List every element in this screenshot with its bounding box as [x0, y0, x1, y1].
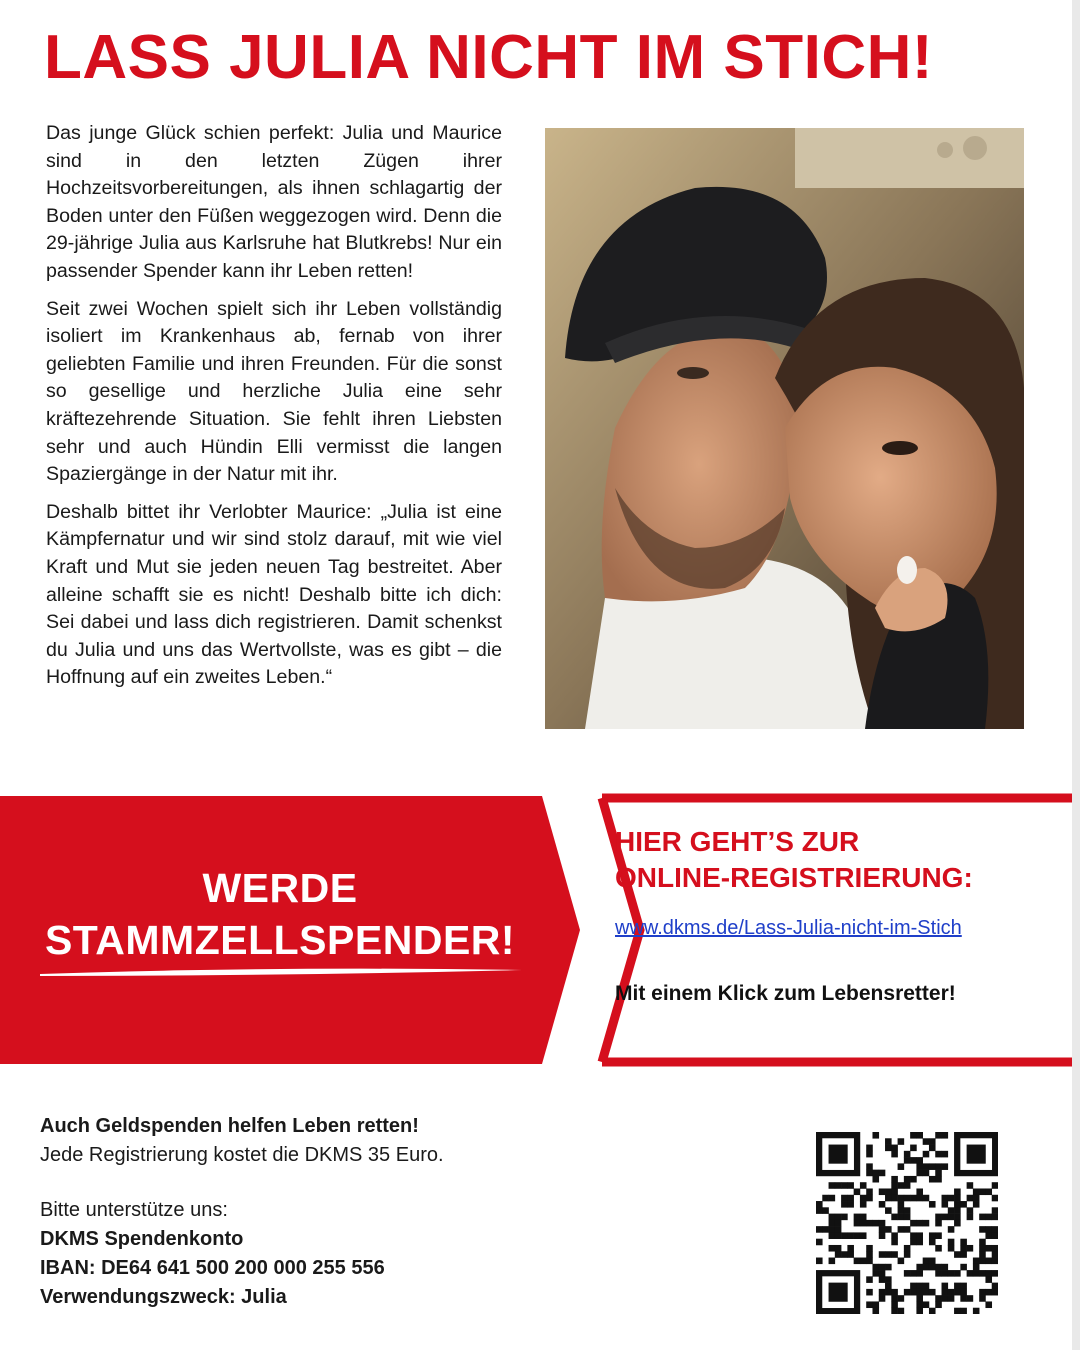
become-donor-line-2: STAMMZELLSPENDER! — [44, 917, 516, 963]
qr-code-icon[interactable] — [816, 1132, 998, 1314]
story-paragraph-3: Deshalb bittet ihr Verlobter Maurice: „Julia ist eine Kämpfernatur und wir sind stolz darauf, mit wie viel Kraft und Mut sie jeden neuen Tag bestreitet. Aber alleine schafft sie es nicht! Deshalb bitte ich dich: Sei dabei und lass dich registrieren. Damit schenkst du Julia und uns das Wertvollste, was es gibt – die Hoffnung auf ein zweites Leben.“ — [46, 500, 502, 689]
registration-link[interactable]: www.dkms.de/Lass-Julia-nicht-im-Stich — [615, 917, 962, 939]
become-donor-line-1: WERDE — [202, 865, 358, 911]
story-paragraph-1: Das junge Glück schien perfekt: Julia und Maurice sind in den letzten Zügen ihrer Hochzeitsvorbereitungen, als ihnen schlagartig der Boden unter den Füßen weggezogen wird. Denn die 29-jährige Julia aus Karlsruhe hat Blutkrebs! Nur ein passender Spender kann ihr Leben retten! — [46, 122, 502, 282]
become-donor-heading — [0, 862, 560, 966]
headline: LASS JULIA NICHT IM STICH! — [44, 23, 934, 92]
donation-cost: Jede Registrierung kostet die DKMS 35 Euro. — [40, 1144, 444, 1166]
registration-heading-line-1: HIER GEHT’S ZUR — [615, 826, 860, 857]
donation-info — [40, 1112, 680, 1312]
donation-account: DKMS Spendenkonto — [40, 1228, 244, 1250]
registration-heading-line-2: ONLINE-REGISTRIERUNG: — [615, 862, 973, 893]
page-edge — [1072, 0, 1080, 1350]
couple-photo — [545, 128, 1024, 729]
donation-support: Bitte unterstütze uns: — [40, 1199, 228, 1221]
story-paragraph-2: Seit zwei Wochen spielt sich ihr Leben vollständig isoliert im Krankenhaus ab, fernab von ihrer geliebten Familie und ihren Freunden. Für die sonst so gesellige und herzliche Julia eine sehr kräftezehrende Situation. Sie fehlt ihren Liebsten sehr und auch Hündin Elli vermisst die langen Spaziergänge in der Natur mit ihr. — [46, 297, 502, 486]
donation-heading: Auch Geldspenden helfen Leben retten! — [40, 1115, 419, 1137]
click-tagline: Mit einem Klick zum Lebensretter! — [615, 982, 956, 1005]
donation-iban: IBAN: DE64 641 500 200 000 255 556 — [40, 1257, 385, 1279]
story-text — [46, 120, 502, 702]
registration-heading — [615, 824, 1055, 896]
donation-purpose: Verwendungszweck: Julia — [40, 1286, 287, 1308]
